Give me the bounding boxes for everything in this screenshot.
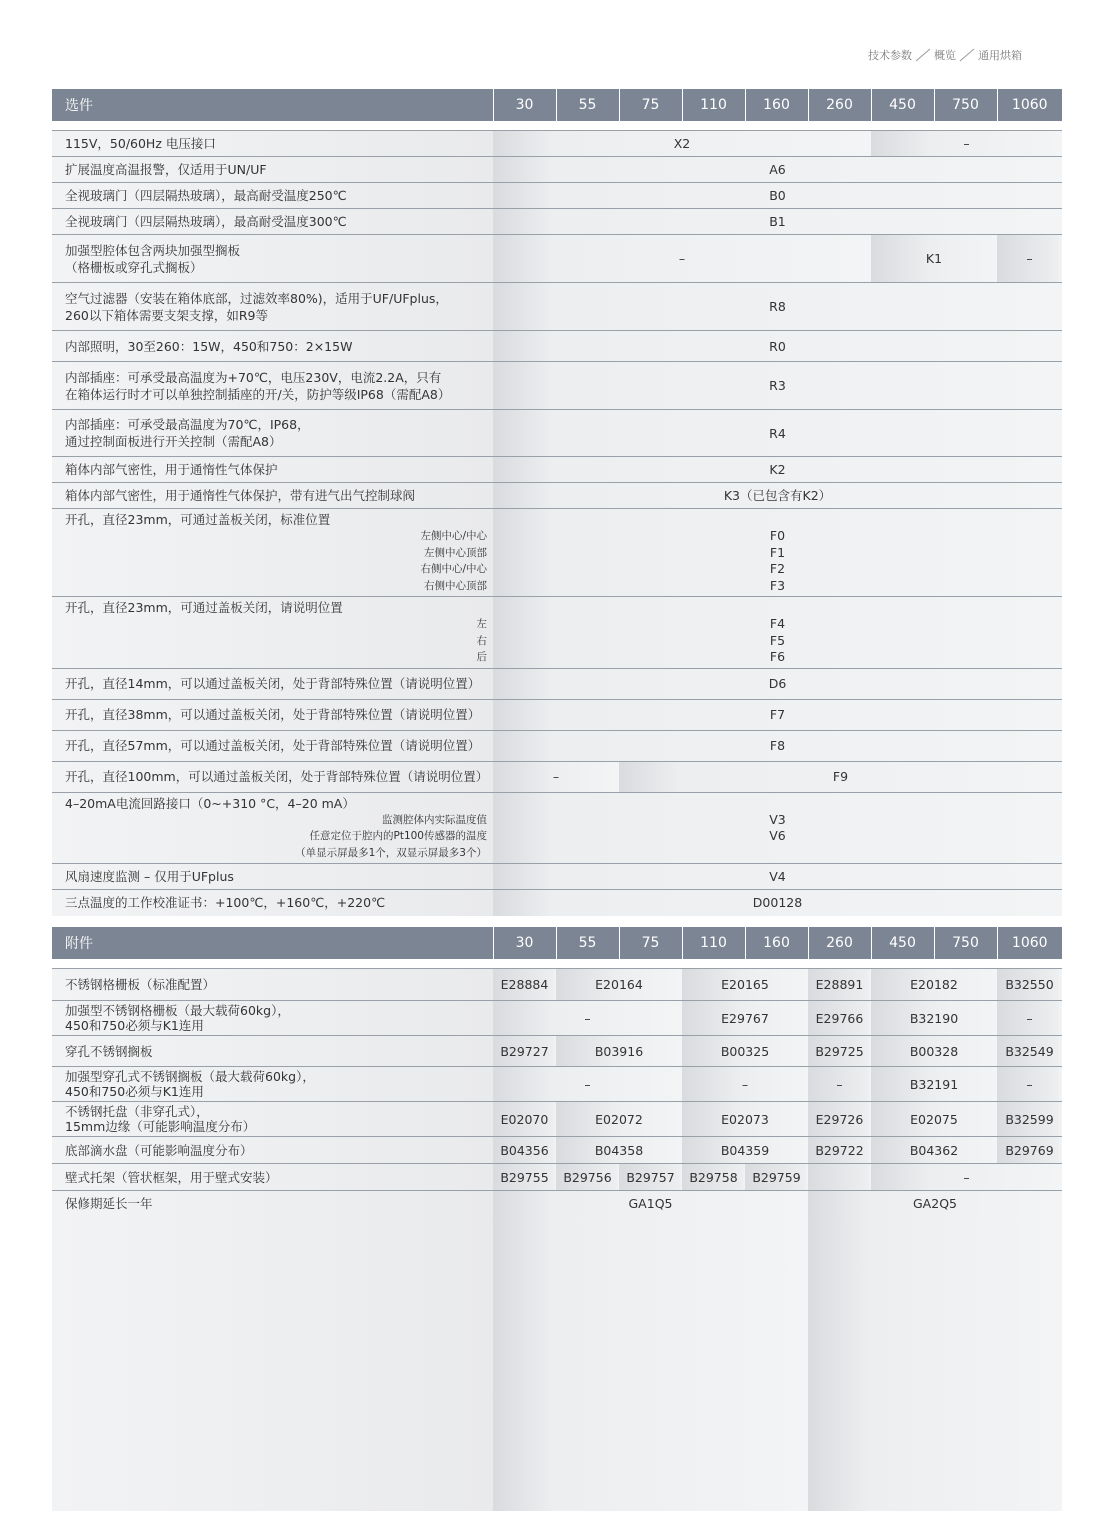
- table-row: [52, 157, 1062, 183]
- option-code: F8: [493, 730, 1062, 761]
- description-line: 开孔，直径23mm，可通过盖板关闭，标准位置: [65, 512, 331, 527]
- breadcrumb: [868, 47, 1022, 63]
- column-header-size: 450: [871, 927, 934, 959]
- row-description: 箱体内部气密性，用于通惰性气体保护: [52, 457, 493, 483]
- row-description: 内部照明，30至260：15W，450和750：2×15W: [52, 331, 493, 362]
- part-number: B29727: [493, 1036, 556, 1067]
- column-header-size: 30: [493, 89, 556, 121]
- breadcrumb-item: 概览: [934, 49, 956, 62]
- part-number: –: [997, 1067, 1062, 1102]
- option-code: –: [493, 235, 871, 283]
- part-number: E29726: [808, 1102, 871, 1137]
- table-row: [52, 1067, 1062, 1102]
- part-number: B29757: [619, 1164, 682, 1191]
- description-line: 内部插座：可承受最高温度为70℃，IP68，: [65, 417, 310, 432]
- part-number: [808, 1164, 871, 1191]
- row-description: 三点温度的工作校准证书：+100℃，+160℃，+220℃: [52, 890, 493, 916]
- part-number: B29725: [808, 1036, 871, 1067]
- table-row: [52, 792, 1062, 864]
- table-row: [52, 457, 1062, 483]
- table-row: [52, 331, 1062, 362]
- row-description: 壁式托架（管状框架，用于壁式安装）: [52, 1164, 493, 1191]
- part-number: B29722: [808, 1137, 871, 1164]
- option-code: F7: [493, 699, 1062, 730]
- part-number: B04359: [682, 1137, 808, 1164]
- part-number: B04358: [556, 1137, 682, 1164]
- table-row: [52, 864, 1062, 890]
- column-header-size: 160: [745, 89, 808, 121]
- option-code: F6: [769, 649, 786, 664]
- column-header-size: 1060: [997, 89, 1062, 121]
- option-code-list: [493, 509, 1062, 597]
- description-line: 不锈钢托盘（非穿孔式），: [65, 1104, 209, 1119]
- table-row: [52, 597, 1062, 669]
- column-header-size: 260: [808, 927, 871, 959]
- part-number: –: [493, 1067, 682, 1102]
- description-line: 4–20mA电流回路接口（0~+310 °C，4–20 mA）: [65, 795, 355, 811]
- part-number: E02072: [556, 1102, 682, 1137]
- option-code: F4: [769, 616, 786, 631]
- row-description: [52, 362, 493, 410]
- option-code: R4: [493, 410, 1062, 457]
- option-code: F1: [769, 544, 786, 560]
- option-code: B1: [493, 209, 1062, 235]
- filler-cell: [808, 1217, 1062, 1511]
- description-line: 加强型不锈钢格栅板（最大载荷60kg），: [65, 1003, 290, 1018]
- row-description: 箱体内部气密性，用于通惰性气体保护，带有进气出气控制球阀: [52, 483, 493, 509]
- column-header-size: 110: [682, 927, 745, 959]
- option-code: R8: [493, 283, 1062, 331]
- part-number: E20165: [682, 969, 808, 1001]
- position-label: 右侧中心/中心: [420, 563, 487, 575]
- option-code: F3: [769, 577, 786, 593]
- row-description: [52, 283, 493, 331]
- table-header-row: [52, 89, 1062, 121]
- part-number: B04362: [871, 1137, 997, 1164]
- part-number: E20182: [871, 969, 997, 1001]
- position-label: 右: [476, 634, 487, 647]
- position-label: 左: [476, 618, 487, 630]
- table-row: [52, 509, 1062, 597]
- column-header-size: 75: [619, 927, 682, 959]
- row-description: 全视玻璃门（四层隔热玻璃），最高耐受温度250℃: [52, 183, 493, 209]
- table-row: [52, 131, 1062, 157]
- part-number: –: [997, 1001, 1062, 1036]
- breadcrumb-item: 通用烘箱: [978, 49, 1022, 62]
- signal-label: 任意定位于腔内的Pt100传感器的温度: [309, 830, 487, 842]
- column-header-size: 110: [682, 89, 745, 121]
- option-code: D6: [493, 668, 1062, 699]
- breadcrumb-item: 技术参数: [868, 49, 912, 62]
- row-description: [52, 235, 493, 283]
- option-code: F0: [769, 528, 786, 543]
- filler-cell: [52, 1217, 493, 1511]
- part-number: B00328: [871, 1036, 997, 1067]
- column-header-size: 55: [556, 927, 619, 959]
- table-row: [52, 1191, 1062, 1217]
- part-number: B32550: [997, 969, 1062, 1001]
- table-row: [52, 483, 1062, 509]
- filler-cell: [493, 1217, 808, 1511]
- part-number: E02075: [871, 1102, 997, 1137]
- table-row: [52, 362, 1062, 410]
- table-row: [52, 183, 1062, 209]
- option-code: F9: [619, 761, 1062, 792]
- option-code-list: [493, 597, 1062, 669]
- description-line: 450和750必须与K1连用: [65, 1084, 204, 1099]
- slash-separator-icon: [958, 48, 976, 62]
- part-number: E20164: [556, 969, 682, 1001]
- table-filler: [52, 1217, 1062, 1511]
- description-line: 在箱体运行时才可以单独控制插座的开/关，防护等级IP68（需配A8）: [65, 386, 451, 402]
- row-description: 开孔，直径14mm，可以通过盖板关闭，处于背部特殊位置（请说明位置）: [52, 668, 493, 699]
- row-description: [52, 1067, 493, 1102]
- option-code: R3: [493, 362, 1062, 410]
- part-number: –: [682, 1067, 808, 1102]
- table-row: [52, 730, 1062, 761]
- table-row: [52, 1102, 1062, 1137]
- part-number: E28891: [808, 969, 871, 1001]
- row-description: 保修期延长一年: [52, 1191, 493, 1217]
- table-row: [52, 969, 1062, 1001]
- column-header-size: 55: [556, 89, 619, 121]
- row-description: 穿孔不锈钢搁板: [52, 1036, 493, 1067]
- part-number: B00325: [682, 1036, 808, 1067]
- row-description: [52, 597, 493, 669]
- option-code: D00128: [493, 890, 1062, 916]
- column-header-accessories: 附件: [52, 927, 493, 959]
- part-number: B32549: [997, 1036, 1062, 1067]
- description-line: 加强型穿孔式不锈钢搁板（最大载荷60kg），: [65, 1069, 315, 1084]
- column-header-size: 450: [871, 89, 934, 121]
- part-number: B03916: [556, 1036, 682, 1067]
- description-line: （格栅板或穿孔式搁板）: [65, 259, 203, 275]
- option-code-list: [493, 792, 1062, 864]
- part-number: E28884: [493, 969, 556, 1001]
- part-number: B29769: [997, 1137, 1062, 1164]
- signal-label: 监测腔体内实际温度值: [382, 813, 487, 826]
- description-line: 加强型腔体包含两块加强型搁板: [65, 242, 241, 258]
- signal-label: （单显示屏最多1个，双显示屏最多3个）: [295, 846, 487, 859]
- column-header-size: 1060: [997, 927, 1062, 959]
- row-description: 开孔，直径100mm，可以通过盖板关闭，处于背部特殊位置（请说明位置）: [52, 761, 493, 792]
- part-number: B32599: [997, 1102, 1062, 1137]
- option-code: V3: [769, 811, 786, 827]
- option-code: V4: [493, 864, 1062, 890]
- description-line: 260以下箱体需要支架支撑，如R9等: [65, 307, 268, 323]
- slash-separator-icon: [914, 48, 932, 62]
- table-row: [52, 668, 1062, 699]
- row-description: [52, 1102, 493, 1137]
- row-description: [52, 509, 493, 597]
- table-row: [52, 235, 1062, 283]
- column-header-size: 75: [619, 89, 682, 121]
- row-description: [52, 1001, 493, 1036]
- column-header-options: 选件: [52, 89, 493, 121]
- description-line: 开孔，直径23mm，可通过盖板关闭，请说明位置: [65, 600, 343, 615]
- column-header-size: 750: [934, 927, 997, 959]
- description-line: 空气过滤器（安装在箱体底部，过滤效率80%)，适用于UF/UFplus，: [65, 290, 448, 306]
- option-code: K2: [493, 457, 1062, 483]
- part-number: B32191: [871, 1067, 997, 1102]
- column-header-size: 160: [745, 927, 808, 959]
- part-number: E02073: [682, 1102, 808, 1137]
- table-row: [52, 761, 1062, 792]
- row-description: 底部滴水盘（可能影响温度分布）: [52, 1137, 493, 1164]
- table-row: [52, 890, 1062, 916]
- part-number: GA1Q5: [493, 1191, 808, 1217]
- table-row: [52, 410, 1062, 457]
- option-code: V6: [769, 827, 786, 843]
- part-number: –: [871, 1164, 1062, 1191]
- table-header-row: [52, 927, 1062, 959]
- row-description: 115V，50/60Hz 电压接口: [52, 131, 493, 157]
- option-code: F2: [769, 561, 786, 576]
- description-line: 450和750必须与K1连用: [65, 1018, 204, 1033]
- row-description: 全视玻璃门（四层隔热玻璃），最高耐受温度300℃: [52, 209, 493, 235]
- position-label: 后: [476, 651, 487, 663]
- position-label: 左侧中心顶部: [424, 546, 487, 559]
- part-number: E29767: [682, 1001, 808, 1036]
- table-row: [52, 699, 1062, 730]
- column-header-size: 260: [808, 89, 871, 121]
- part-number: B04356: [493, 1137, 556, 1164]
- description-line: 15mm边缘（可能影响温度分布）: [65, 1119, 256, 1134]
- part-number: E29766: [808, 1001, 871, 1036]
- option-code: –: [997, 235, 1062, 283]
- option-code: A6: [493, 157, 1062, 183]
- row-description: [52, 792, 493, 864]
- table-row: [52, 1164, 1062, 1191]
- column-header-size: 30: [493, 927, 556, 959]
- option-code: K3（已包含有K2）: [493, 483, 1062, 509]
- table-row: [52, 1137, 1062, 1164]
- option-code: –: [871, 131, 1062, 157]
- table-row: [52, 1001, 1062, 1036]
- option-code: F5: [769, 632, 786, 648]
- table-row: [52, 283, 1062, 331]
- position-label: 右侧中心顶部: [424, 579, 487, 592]
- accessories-table: [52, 927, 1062, 1511]
- table-row: [52, 209, 1062, 235]
- part-number: B29759: [745, 1164, 808, 1191]
- table-row: [52, 1036, 1062, 1067]
- part-number: B29755: [493, 1164, 556, 1191]
- description-line: 内部插座：可承受最高温度为+70℃，电压230V，电流2.2A，只有: [65, 369, 442, 385]
- option-code: –: [493, 761, 619, 792]
- description-line: 通过控制面板进行开关控制（需配A8）: [65, 434, 282, 449]
- option-code: B0: [493, 183, 1062, 209]
- part-number: GA2Q5: [808, 1191, 1062, 1217]
- column-header-size: 750: [934, 89, 997, 121]
- row-description: 扩展温度高温报警，仅适用于UN/UF: [52, 157, 493, 183]
- part-number: –: [493, 1001, 682, 1036]
- option-code: K1: [871, 235, 997, 283]
- row-description: 风扇速度监测 – 仅用于UFplus: [52, 864, 493, 890]
- option-code: R0: [493, 331, 1062, 362]
- part-number: B32190: [871, 1001, 997, 1036]
- position-label: 左侧中心/中心: [420, 530, 487, 542]
- row-description: 开孔，直径57mm，可以通过盖板关闭，处于背部特殊位置（请说明位置）: [52, 730, 493, 761]
- part-number: B29758: [682, 1164, 745, 1191]
- part-number: E02070: [493, 1102, 556, 1137]
- options-table: [52, 89, 1062, 916]
- row-description: 开孔，直径38mm，可以通过盖板关闭，处于背部特殊位置（请说明位置）: [52, 699, 493, 730]
- row-description: 不锈钢格栅板（标准配置）: [52, 969, 493, 1001]
- row-description: [52, 410, 493, 457]
- part-number: –: [808, 1067, 871, 1102]
- part-number: B29756: [556, 1164, 619, 1191]
- option-code: X2: [493, 131, 871, 157]
